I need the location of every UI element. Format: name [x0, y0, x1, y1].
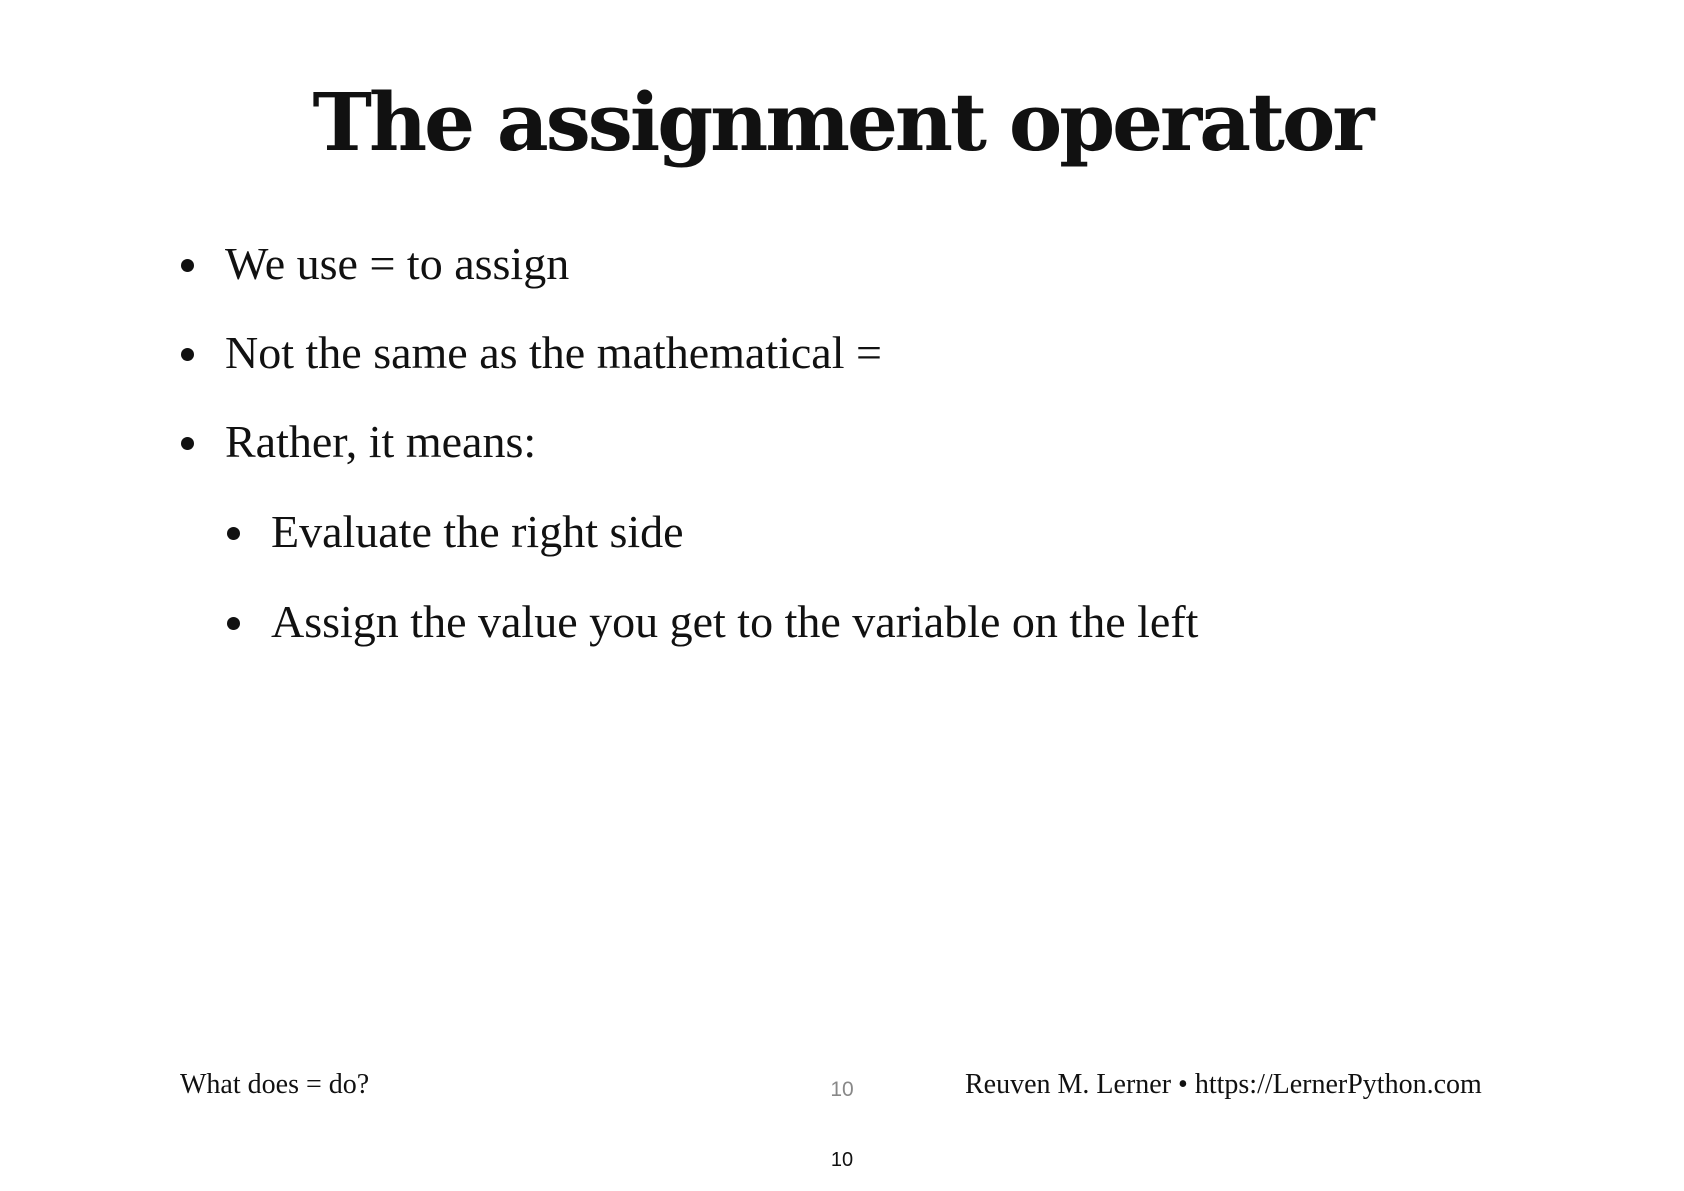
- sheet-page-number: 10: [830, 1149, 854, 1171]
- sub-bullet-text: Evaluate the right side: [271, 506, 684, 557]
- bullet-dot-icon: [227, 527, 240, 540]
- bullet-dot-icon: [181, 437, 194, 450]
- bullet-text: Not the same as the mathematical =: [225, 327, 882, 378]
- bullet-item: [225, 325, 882, 381]
- sub-bullet-text: Assign the value you get to the variable on the left: [271, 596, 1199, 647]
- bullet-dot-icon: [181, 348, 194, 361]
- sub-bullet-item: [271, 504, 684, 560]
- bullet-text: We use = to assign: [225, 238, 570, 289]
- bullet-dot-icon: [227, 617, 240, 630]
- bullet-dot-icon: [181, 259, 194, 272]
- footer-author-text: Reuven M. Lerner • https://LernerPython.com: [965, 1069, 1482, 1100]
- slide-title: The assignment operator: [312, 75, 1372, 169]
- footer-page-number: 10: [830, 1078, 854, 1101]
- footer-left-text: What does = do?: [180, 1069, 370, 1100]
- bullet-text: Rather, it means:: [225, 416, 537, 467]
- bullet-item: [225, 236, 569, 292]
- bullet-item: [225, 414, 536, 470]
- sub-bullet-item: [271, 594, 1198, 650]
